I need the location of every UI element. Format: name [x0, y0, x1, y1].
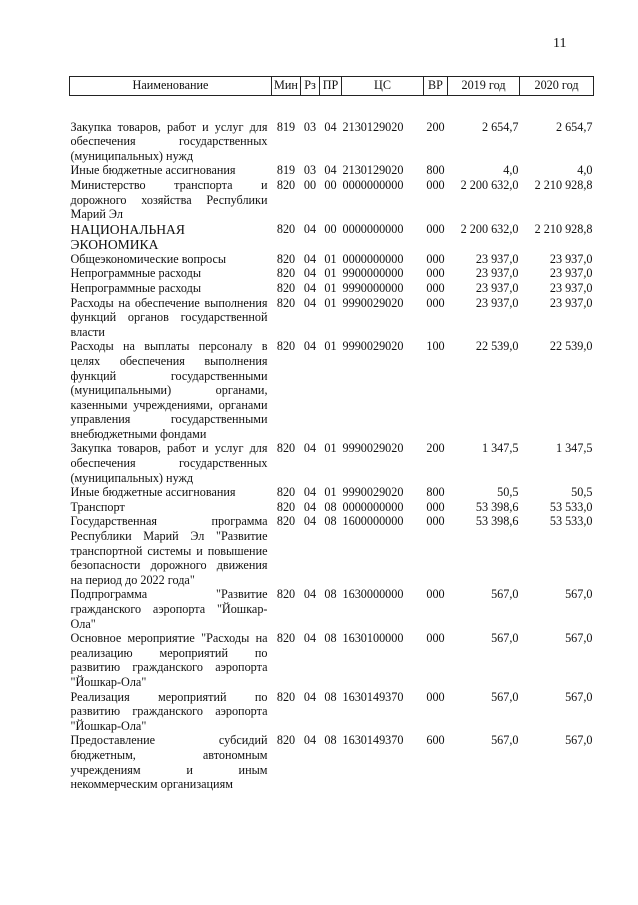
- cell-vr: 000: [426, 514, 445, 529]
- cell-name: Общеэкономические вопросы: [70, 251, 227, 266]
- cell-cs: 0000000000: [342, 177, 404, 192]
- cell-cs: 9990029020: [342, 295, 404, 310]
- cell-y2019: 567,0: [491, 733, 519, 748]
- cell-pr: 08: [324, 587, 337, 602]
- cell-vr: 000: [426, 499, 445, 514]
- cell-name: Предоставление субсидий бюджетным, автономным учреждениям и иным некоммерческим организациям: [70, 733, 268, 792]
- cell-y2019: 53 398,6: [475, 499, 519, 514]
- table-row: [70, 587, 594, 631]
- cell-rz: 04: [303, 266, 317, 281]
- cell-min: 820: [276, 689, 296, 704]
- cell-name: Иные бюджетные ассигнования: [70, 163, 236, 178]
- cell-min: 820: [276, 587, 296, 602]
- cell-y2020: 2 210 928,8: [534, 221, 593, 236]
- cell-rz: 04: [303, 514, 317, 529]
- cell-y2020: 50,5: [571, 485, 593, 500]
- cell-min: 820: [276, 514, 296, 529]
- cell-cs: 1630149370: [342, 689, 404, 704]
- cell-vr: 000: [426, 631, 445, 646]
- cell-name: Расходы на обеспечение выполнения функций органов государственной власти: [70, 295, 268, 339]
- cell-pr: 01: [324, 266, 337, 281]
- cell-y2019: 53 398,6: [475, 514, 519, 529]
- header-2020: 2020 год: [520, 77, 594, 96]
- cell-y2020: 567,0: [565, 733, 593, 748]
- cell-cs: 9990029020: [342, 485, 404, 500]
- header-2019: 2019 год: [448, 77, 520, 96]
- cell-y2020: 53 533,0: [549, 499, 593, 514]
- budget-table: [69, 76, 594, 792]
- cell-vr: 800: [426, 163, 445, 178]
- cell-cs: 2130129020: [342, 119, 404, 134]
- cell-pr: 01: [324, 485, 337, 500]
- cell-vr: 000: [426, 689, 445, 704]
- cell-vr: 000: [426, 221, 445, 236]
- cell-rz: 03: [303, 163, 317, 178]
- cell-name: Реализация мероприятий по развитию гражданского аэропорта "Йошкар-Ола": [70, 689, 268, 733]
- table-row: [70, 690, 594, 734]
- cell-vr: 200: [426, 119, 445, 134]
- cell-rz: 04: [303, 499, 317, 514]
- cell-min: 820: [276, 221, 296, 236]
- cell-min: 820: [276, 177, 296, 192]
- cell-y2020: 53 533,0: [549, 514, 593, 529]
- cell-y2020: 567,0: [565, 689, 593, 704]
- cell-min: 820: [276, 631, 296, 646]
- cell-vr: 000: [426, 251, 445, 266]
- cell-rz: 04: [303, 295, 317, 310]
- cell-name: Министерство транспорта и дорожного хозяйства Республики Марий Эл: [70, 177, 268, 222]
- cell-cs: 9990000000: [342, 280, 404, 295]
- cell-pr: 00: [324, 221, 337, 236]
- cell-vr: 100: [426, 339, 445, 354]
- cell-vr: 800: [426, 485, 445, 500]
- cell-vr: 000: [426, 177, 445, 192]
- cell-rz: 04: [303, 631, 317, 646]
- cell-name: Иные бюджетные ассигнования: [70, 485, 236, 500]
- header-vr: ВР: [424, 77, 448, 96]
- cell-y2020: 567,0: [565, 587, 593, 602]
- cell-name: Государственная программа Республики Марий Эл "Развитие транспортной системы и повышение безопасности дорожного движения на период до 2022 года": [70, 514, 268, 587]
- cell-rz: 04: [303, 280, 317, 295]
- table-row: [70, 500, 594, 515]
- table-row: [70, 514, 594, 587]
- cell-y2019: 4,0: [503, 163, 519, 178]
- cell-rz: 04: [303, 689, 317, 704]
- cell-rz: 04: [303, 251, 317, 266]
- table-row: [70, 631, 594, 689]
- cell-pr: 08: [324, 689, 337, 704]
- cell-min: 820: [276, 485, 296, 500]
- cell-cs: 1600000000: [342, 514, 404, 529]
- cell-pr: 08: [324, 499, 337, 514]
- cell-pr: 04: [324, 119, 337, 134]
- cell-name: НАЦИОНАЛЬНАЯ ЭКОНОМИКА: [70, 221, 185, 252]
- cell-cs: 0000000000: [342, 499, 404, 514]
- cell-y2019: 23 937,0: [475, 280, 519, 295]
- cell-pr: 01: [324, 339, 337, 354]
- cell-y2019: 23 937,0: [475, 251, 519, 266]
- cell-cs: 9990029020: [342, 339, 404, 354]
- cell-y2020: 567,0: [565, 631, 593, 646]
- cell-y2019: 2 654,7: [481, 119, 519, 134]
- cell-y2019: 1 347,5: [481, 441, 519, 456]
- header-name: Наименование: [70, 77, 272, 96]
- cell-y2020: 23 937,0: [549, 251, 593, 266]
- cell-pr: 01: [324, 295, 337, 310]
- cell-rz: 04: [303, 485, 317, 500]
- cell-rz: 04: [303, 587, 317, 602]
- cell-cs: 2130129020: [342, 163, 404, 178]
- header-pr: ПР: [320, 77, 342, 96]
- table-row: [70, 178, 594, 222]
- cell-vr: 000: [426, 280, 445, 295]
- cell-cs: 1630149370: [342, 733, 404, 748]
- cell-cs: 0000000000: [342, 251, 404, 266]
- table-row: [70, 222, 594, 252]
- table-row: [70, 252, 594, 267]
- cell-rz: 03: [303, 119, 317, 134]
- cell-pr: 01: [324, 280, 337, 295]
- cell-y2020: 22 539,0: [549, 339, 593, 354]
- cell-min: 820: [276, 295, 296, 310]
- cell-y2020: 1 347,5: [555, 441, 593, 456]
- cell-name: Основное мероприятие "Расходы на реализацию мероприятий по развитию гражданского аэропорта "Йошкар-Ола": [70, 631, 268, 689]
- cell-y2019: 23 937,0: [475, 266, 519, 281]
- cell-vr: 600: [426, 733, 445, 748]
- cell-cs: 0000000000: [342, 221, 404, 236]
- cell-min: 820: [276, 266, 296, 281]
- cell-vr: 000: [426, 266, 445, 281]
- cell-y2020: 23 937,0: [549, 266, 593, 281]
- cell-min: 820: [276, 441, 296, 456]
- cell-y2019: 2 200 632,0: [460, 221, 519, 236]
- table-row: [70, 281, 594, 296]
- cell-min: 820: [276, 339, 296, 354]
- table-header-row: [70, 77, 594, 96]
- cell-y2020: 4,0: [577, 163, 593, 178]
- cell-y2019: 567,0: [491, 587, 519, 602]
- cell-name: Закупка товаров, работ и услуг для обеспечения государственных (муниципальных) нужд: [70, 441, 268, 485]
- table-row: [70, 339, 594, 441]
- cell-pr: 00: [324, 177, 337, 192]
- cell-name: Транспорт: [70, 499, 125, 514]
- cell-pr: 08: [324, 631, 337, 646]
- table-row: [70, 95, 594, 163]
- cell-rz: 04: [303, 733, 317, 748]
- cell-name: Подпрограмма "Развитие гражданского аэропорта "Йошкар-Ола": [70, 587, 268, 631]
- table-row: [70, 733, 594, 791]
- cell-vr: 000: [426, 295, 445, 310]
- cell-y2019: 23 937,0: [475, 295, 519, 310]
- cell-min: 820: [276, 251, 296, 266]
- cell-name: Расходы на выплаты персоналу в целях обеспечения выполнения функций государственными (муниципальными) органами, казенными учреждениями, органами управления государственными внебюджетными фондами: [70, 339, 268, 441]
- cell-pr: 01: [324, 251, 337, 266]
- header-cs: ЦС: [342, 77, 424, 96]
- cell-min: 819: [276, 119, 296, 134]
- cell-vr: 200: [426, 441, 445, 456]
- cell-min: 820: [276, 733, 296, 748]
- cell-cs: 1630000000: [342, 587, 404, 602]
- cell-rz: 00: [303, 177, 317, 192]
- cell-min: 820: [276, 499, 296, 514]
- cell-y2020: 2 654,7: [555, 119, 593, 134]
- cell-y2020: 2 210 928,8: [534, 177, 593, 192]
- cell-pr: 04: [324, 163, 337, 178]
- table-row: [70, 163, 594, 178]
- table-body: [70, 95, 594, 792]
- table-row: [70, 266, 594, 281]
- table-row: [70, 441, 594, 485]
- cell-min: 820: [276, 280, 296, 295]
- cell-rz: 04: [303, 221, 317, 236]
- cell-name: Непрограммные расходы: [70, 266, 202, 281]
- cell-min: 819: [276, 163, 296, 178]
- page-number: 11: [553, 36, 567, 51]
- cell-pr: 08: [324, 733, 337, 748]
- cell-name: Закупка товаров, работ и услуг для обеспечения государственных (муниципальных) нужд: [70, 119, 268, 163]
- cell-pr: 01: [324, 441, 337, 456]
- cell-y2020: 23 937,0: [549, 280, 593, 295]
- table-row: [70, 296, 594, 340]
- cell-y2020: 23 937,0: [549, 295, 593, 310]
- cell-cs: 9990029020: [342, 441, 404, 456]
- cell-y2019: 22 539,0: [475, 339, 519, 354]
- cell-cs: 1630100000: [342, 631, 404, 646]
- cell-vr: 000: [426, 587, 445, 602]
- cell-rz: 04: [303, 441, 317, 456]
- cell-y2019: 567,0: [491, 631, 519, 646]
- cell-y2019: 2 200 632,0: [460, 177, 519, 192]
- header-min: Мин: [272, 77, 301, 96]
- header-rz: Рз: [301, 77, 320, 96]
- cell-pr: 08: [324, 514, 337, 529]
- cell-rz: 04: [303, 339, 317, 354]
- cell-y2019: 567,0: [491, 689, 519, 704]
- cell-name: Непрограммные расходы: [70, 280, 202, 295]
- cell-cs: 9900000000: [342, 266, 404, 281]
- cell-y2019: 50,5: [497, 485, 519, 500]
- table-row: [70, 485, 594, 500]
